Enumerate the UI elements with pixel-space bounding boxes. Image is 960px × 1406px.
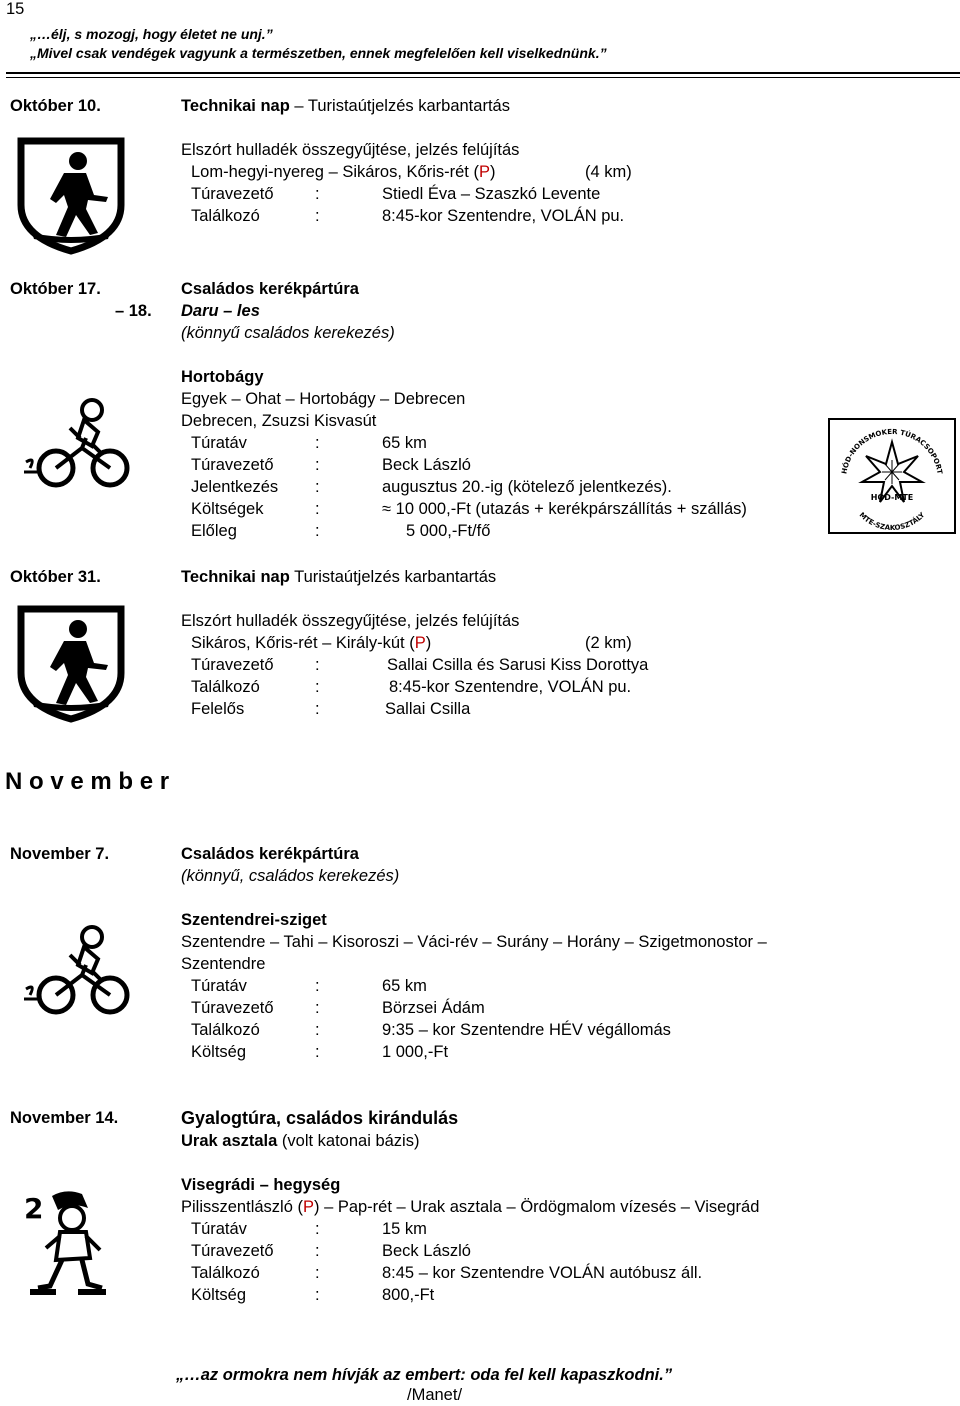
event-date: November 14. — [10, 1109, 119, 1127]
svg-text:MTE-SZAKOSZTÁLY — [858, 510, 927, 532]
info-colon: : — [315, 678, 320, 696]
info-label: Túravezető — [191, 999, 274, 1017]
event-note: (könnyű, családos kerekezés) — [181, 867, 400, 885]
badge-text-mid: HÓD-MTE — [870, 493, 914, 502]
info-colon: : — [315, 456, 320, 474]
info-colon: : — [315, 977, 320, 995]
event-route — [191, 161, 495, 183]
header-rule-thin — [6, 77, 960, 78]
event-title — [181, 95, 510, 117]
event-date: Október 17. — [10, 280, 101, 298]
info-value: 15 km — [382, 1220, 427, 1238]
info-value: 1 000,-Ft — [382, 1043, 449, 1061]
info-label: Találkozó — [191, 1264, 260, 1282]
info-value: Beck László — [382, 1242, 471, 1260]
event-distance: (2 km) — [585, 634, 632, 652]
page-number: 15 — [6, 0, 25, 18]
info-label: Előleg — [191, 522, 237, 540]
info-label: Túravezető — [191, 1242, 274, 1260]
route-text-end: ) — [425, 634, 432, 652]
event-description: Debrecen, Zsuzsi Kisvasút — [181, 412, 377, 430]
info-label: Túravezető — [191, 456, 274, 474]
info-colon: : — [315, 700, 320, 718]
parking-marker: P — [302, 1198, 314, 1216]
info-colon: : — [315, 207, 320, 225]
badge-text-top: HÓD-NONSMOKER TÚRACSOPORT — [840, 427, 944, 475]
child-hiker-icon — [22, 1188, 110, 1309]
info-value: 5 000,-Ft/fő — [406, 522, 491, 540]
event-title — [181, 566, 496, 588]
event-route — [191, 632, 431, 654]
info-colon: : — [315, 522, 320, 540]
info-value: Börzsei Ádám — [382, 999, 485, 1017]
event-title: Családos kerékpártúra — [181, 280, 359, 298]
info-colon: : — [315, 1220, 320, 1238]
event-dash: – — [294, 97, 304, 115]
event-description: Elszórt hulladék összegyűjtése, jelzés felújítás — [181, 612, 520, 630]
info-value: Beck László — [382, 456, 471, 474]
info-value: 800,-Ft — [382, 1286, 435, 1304]
info-label: Túravezető — [191, 656, 274, 674]
info-value: Stiedl Éva – Szaszkó Levente — [382, 185, 601, 203]
info-colon: : — [315, 1286, 320, 1304]
event-subtitle-bold: Urak asztala — [181, 1132, 278, 1150]
club-badge-logo — [828, 418, 956, 534]
info-label: Találkozó — [191, 678, 260, 696]
info-value: 8:45-kor Szentendre, VOLÁN pu. — [389, 678, 632, 696]
header-rule — [6, 72, 960, 74]
event-date: Október 31. — [10, 568, 101, 586]
info-label: Találkozó — [191, 1021, 260, 1039]
route-text: Sikáros, Kőris-rét – Király-kút ( — [191, 634, 415, 652]
event-region: Hortobágy — [181, 368, 264, 386]
header-quote-2: „Mivel csak vendégek vagyunk a természetben, ennek megfelelően kell viselkednünk.” — [30, 45, 607, 61]
event-subtitle-rest: (volt katonai bázis) — [277, 1132, 420, 1150]
info-label: Túratáv — [191, 1220, 247, 1238]
info-colon: : — [315, 656, 320, 674]
icon-number: 2 — [24, 1192, 44, 1225]
route-text: Lom-hegyi-nyereg – Sikáros, Kőris-rét ( — [191, 163, 479, 181]
event-region: Szentendrei-sziget — [181, 911, 327, 929]
event-title: Családos kerékpártúra — [181, 845, 359, 863]
event-subtitle: Daru – les — [181, 302, 260, 320]
parking-marker: P — [414, 634, 426, 652]
event-date: November 7. — [10, 845, 110, 863]
info-label: Jelentkezés — [191, 478, 279, 496]
cyclist-icon — [22, 925, 140, 1022]
info-colon: : — [315, 999, 320, 1017]
info-label: Költségek — [191, 500, 264, 518]
info-value: 8:45 – kor Szentendre VOLÁN autóbusz áll. — [382, 1264, 703, 1282]
info-label: Költség — [191, 1043, 247, 1061]
info-label: Költség — [191, 1286, 247, 1304]
info-colon: : — [315, 1242, 320, 1260]
info-value: augusztus 20.-ig (kötelező jelentkezés). — [382, 478, 672, 496]
event-route — [181, 1196, 759, 1218]
info-colon: : — [315, 1043, 320, 1061]
route-text: Pilisszentlászló ( — [181, 1198, 303, 1216]
info-colon: : — [315, 1264, 320, 1282]
event-route: Egyek – Ohat – Hortobágy – Debrecen — [181, 390, 466, 408]
info-value: 9:35 – kor Szentendre HÉV végállomás — [382, 1021, 671, 1039]
event-description: Elszórt hulladék összegyűjtése, jelzés felújítás — [181, 141, 520, 159]
parking-marker: P — [478, 163, 490, 181]
event-distance: (4 km) — [585, 163, 632, 181]
info-label: Túravezető — [191, 185, 274, 203]
info-value: 8:45-kor Szentendre, VOLÁN pu. — [382, 207, 625, 225]
event-date-end: – 18. — [115, 302, 152, 320]
event-note: (könnyű családos kerekezés) — [181, 324, 395, 342]
info-value: ≈ 10 000,-Ft (utazás + kerékpárszállítás + szállás) — [382, 500, 747, 518]
event-title-bold: Technikai nap — [181, 568, 290, 586]
info-colon: : — [315, 500, 320, 518]
info-value: 65 km — [382, 977, 427, 995]
event-route-cont: Szentendre — [181, 955, 266, 973]
info-label: Felelős — [191, 700, 245, 718]
header-quote-1: „…élj, s mozogj, hogy életet ne unj.” — [30, 26, 273, 42]
info-colon: : — [315, 434, 320, 452]
info-value: Sallai Csilla és Sarusi Kiss Dorottya — [387, 656, 649, 674]
info-value: 65 km — [382, 434, 427, 452]
info-value: Sallai Csilla — [385, 700, 471, 718]
event-subtitle: Turistaútjelzés karbantartás — [294, 568, 497, 586]
cyclist-icon — [22, 398, 140, 495]
event-subtitle: Turistaútjelzés karbantartás — [307, 97, 510, 115]
badge-text-bottom: MTE-SZAKOSZTÁLY — [857, 510, 927, 532]
event-route: Szentendre – Tahi – Kisoroszi – Váci-rév – Surány – Horány – Szigetmonostor – — [181, 933, 767, 951]
hiker-sign-icon — [16, 137, 126, 260]
info-label: Találkozó — [191, 207, 260, 225]
route-text-end: ) – Pap-rét – Urak asztala – Ördögmalom vízesés – Visegrád — [313, 1198, 760, 1216]
month-heading: N o v e m b e r — [5, 768, 170, 795]
info-colon: : — [315, 478, 320, 496]
footer-quote: „…az ormokra nem hívják az embert: oda fel kell kapaszkodni.” — [176, 1366, 673, 1384]
footer-author: /Manet/ — [407, 1386, 463, 1404]
event-subtitle — [181, 1130, 419, 1152]
event-region: Visegrádi – hegység — [181, 1176, 341, 1194]
event-date: Október 10. — [10, 97, 101, 115]
route-text-end: ) — [489, 163, 496, 181]
hiker-sign-icon — [16, 605, 126, 728]
event-title: Gyalogtúra, családos kirándulás — [181, 1108, 459, 1128]
event-title-bold: Technikai nap — [181, 97, 290, 115]
info-colon: : — [315, 185, 320, 203]
info-label: Túratáv — [191, 434, 247, 452]
info-colon: : — [315, 1021, 320, 1039]
info-label: Túratáv — [191, 977, 247, 995]
